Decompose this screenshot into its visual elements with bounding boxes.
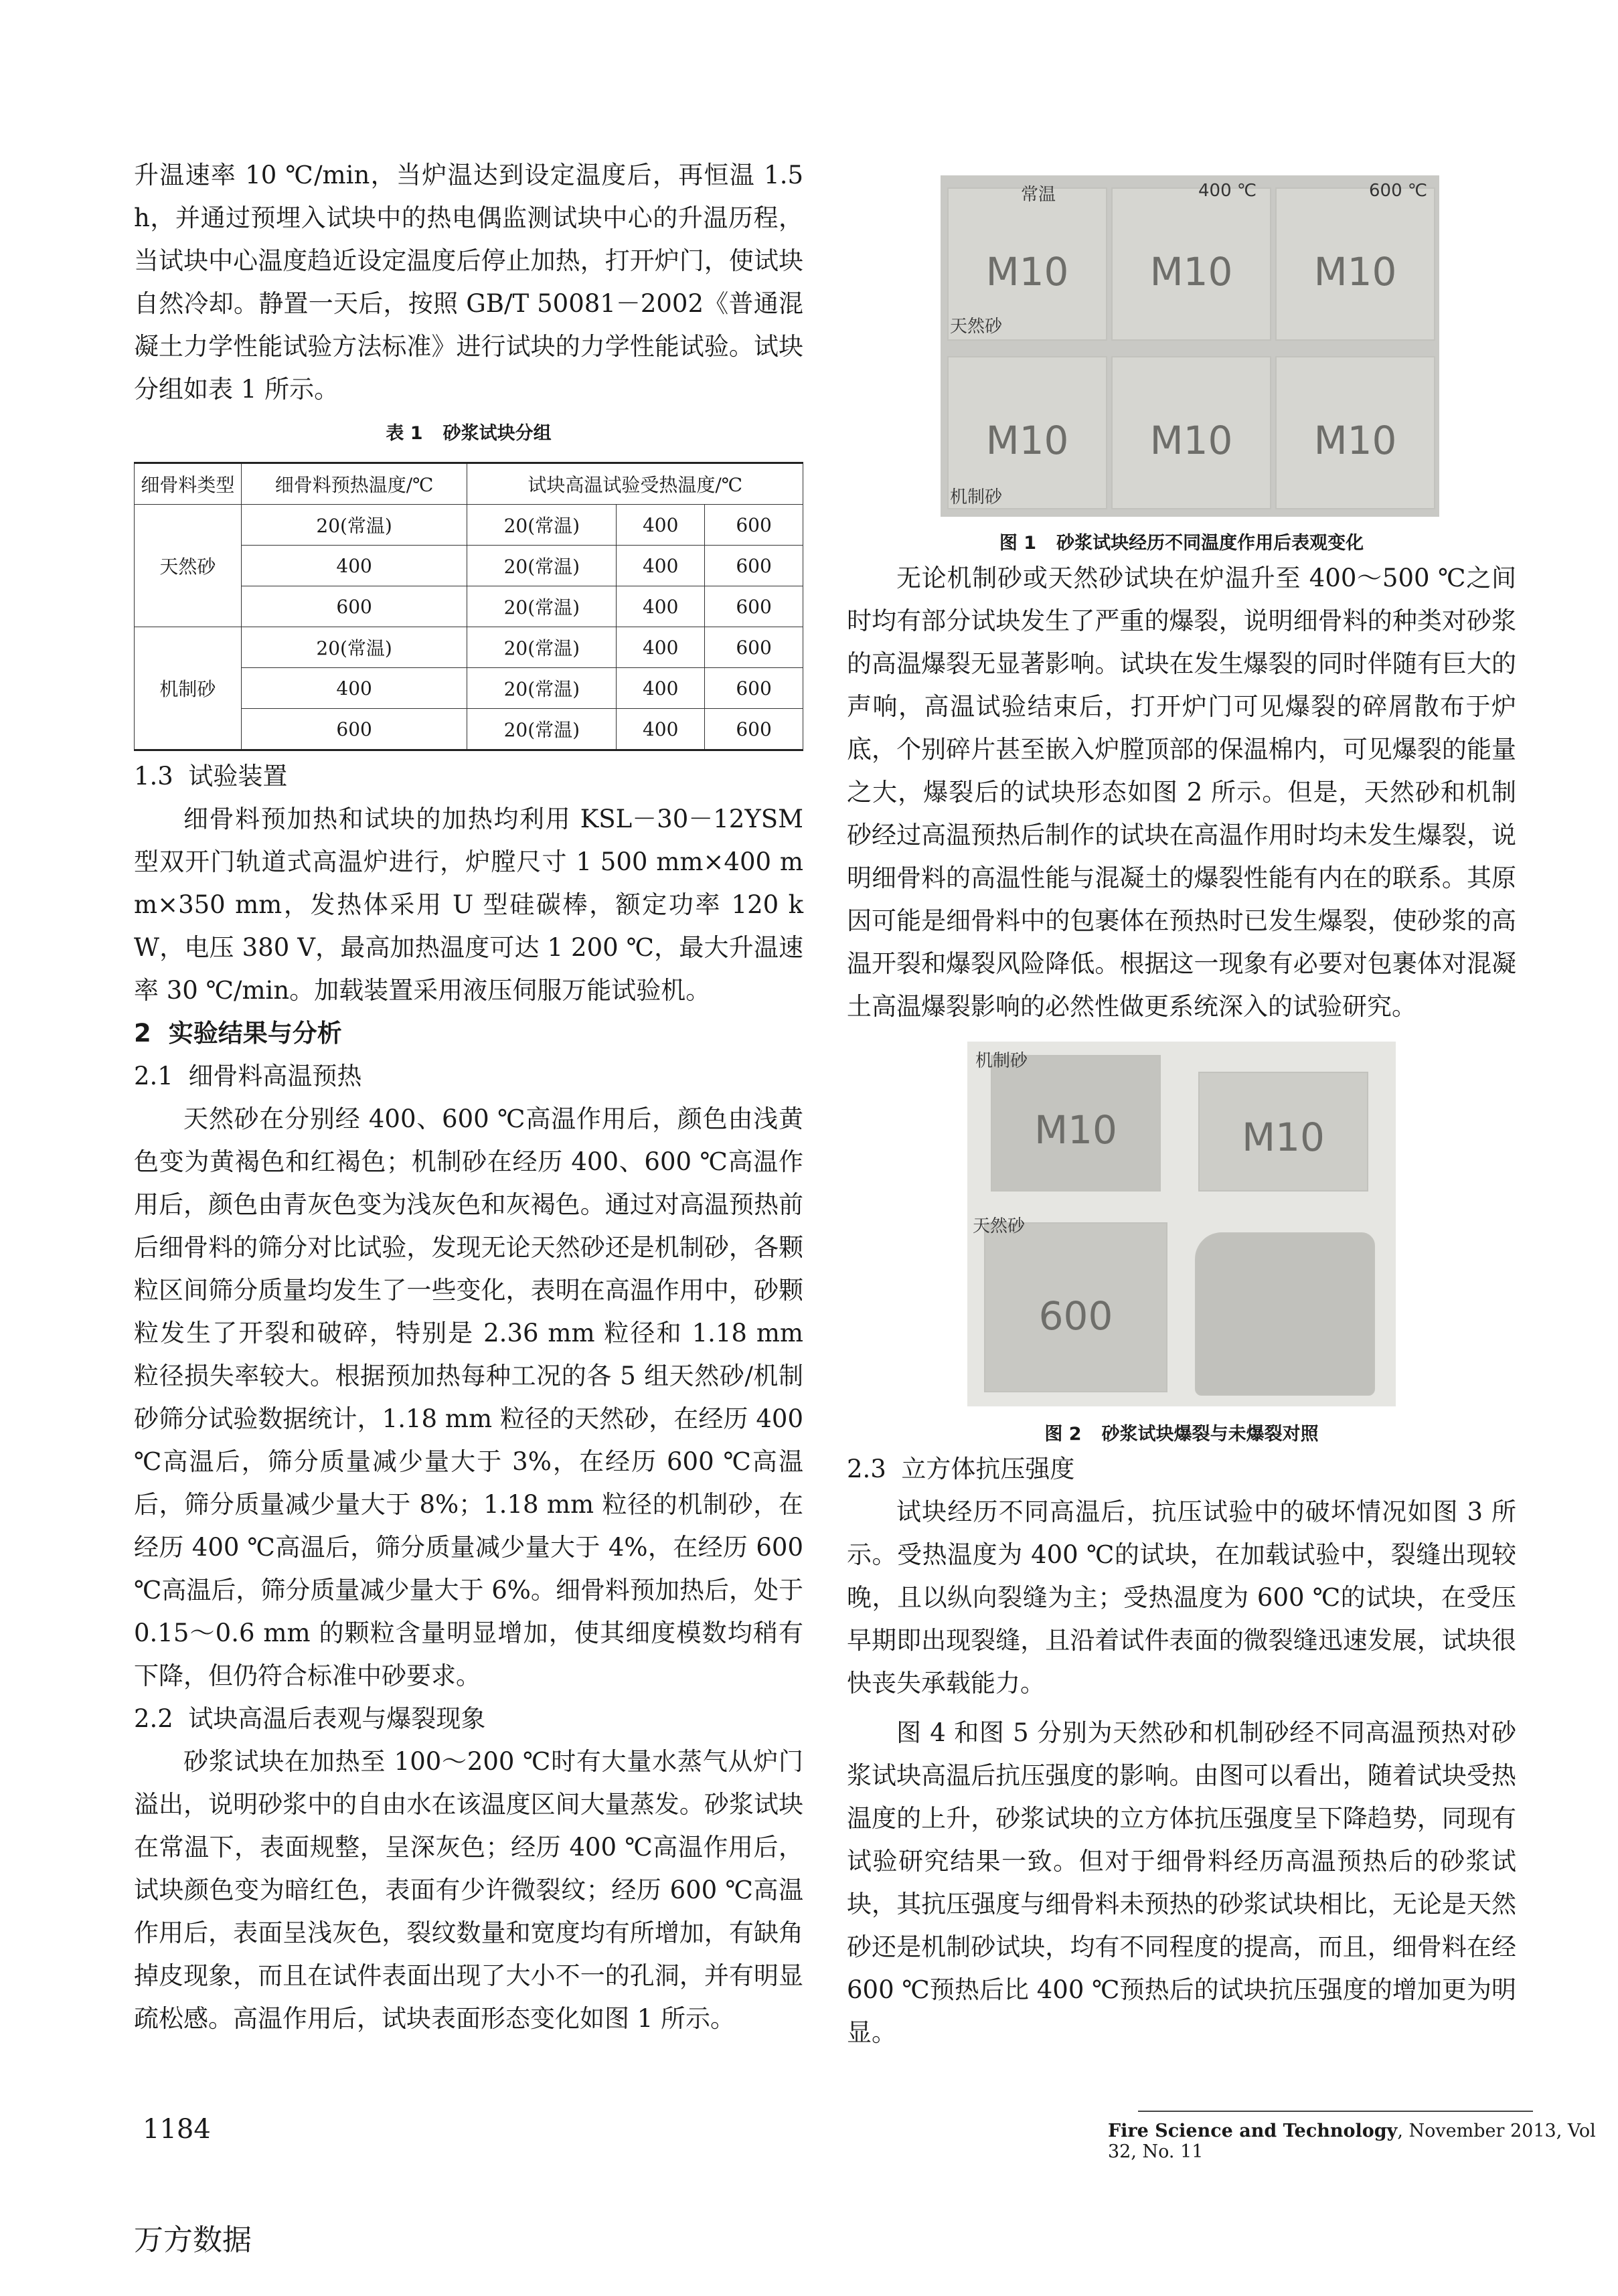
table-cell: 400	[241, 668, 467, 709]
table-cell: 400	[617, 709, 705, 750]
section-number: 1.3	[134, 762, 173, 791]
photo-label: 机制砂	[950, 487, 1003, 507]
section-heading	[134, 1055, 803, 1098]
photo-label: 400 ℃	[1198, 181, 1257, 201]
paragraph: 天然砂在分别经 400、600 ℃高温作用后，颜色由浅黄色变为黄褐色和红褐色；机制砂在经历 400、600 ℃高温作用后，颜色由青灰色变为浅灰色和灰褐色。通过对高温预热前后细骨料的筛分对比试验，发现无论天然砂还是机制砂，各颗粒区间筛分质量均发生了一些变化，表明在高温作用中，砂颗粒发生了开裂和破碎，特别是 2.36 mm 粒径和 1.18 mm 粒径损失率较大。根据预加热每种工况的各 5 组天然砂/机制砂筛分试验数据统计，1.18 mm 粒径的天然砂，在经历 400 ℃高温后，筛分质量减少量大于 3%，在经历 600 ℃高温后，筛分质量减少量大于 8%；1.18 mm 粒径的机制砂，在经历 400 ℃高温后，筛分质量减少量大于 4%，在经历 600 ℃高温后，筛分质量减少量大于 6%。细骨料预加热后，处于 0.15～0.6 mm 的颗粒含量明显增加，使其细度模数均稍有下降，但仍符合标准中砂要求。	[134, 1104, 803, 1690]
table-cell: 20(常温)	[241, 627, 467, 668]
paragraph: 升温速率 10 ℃/min，当炉温达到设定温度后，再恒温 1.5 h，并通过预埋入试块中的热电偶监测试块中心的升温历程，当试块中心温度趋近设定温度后停止加热，打开炉门，使试块自然冷却。静置一天后，按照 GB/T 50081－2002《普通混凝土力学性能试验方法标准》进行试块的力学性能试验。试块分组如表 1 所示。	[134, 161, 803, 404]
table-cell: 600	[705, 709, 803, 750]
specimen-cube: M10	[1198, 1072, 1368, 1192]
section-heading	[847, 1448, 1516, 1491]
figure-title: 砂浆试块经历不同温度作用后表观变化	[1056, 533, 1364, 554]
page-number: 1184	[143, 2114, 211, 2145]
specimen-cube: M10	[947, 187, 1107, 341]
specimen-cube: M10	[1111, 356, 1271, 509]
specimen-cube: M10	[1275, 356, 1435, 509]
photo-label: 天然砂	[950, 317, 1003, 337]
specimen-cube: M10	[1111, 187, 1271, 341]
figure-number: 图 1	[999, 533, 1037, 554]
paragraph: 无论机制砂或天然砂试块在炉温升至 400～500 ℃之间时均有部分试块发生了严重的爆裂，说明细骨料的种类对砂浆的高温爆裂无显著影响。试块在发生爆裂的同时伴随有巨大的声响，高温试验结束后，打开炉门可见爆裂的碎屑散布于炉底，个别碎片甚至嵌入炉膛顶部的保温棉内，可见爆裂的能量之大，爆裂后的试块形态如图 2 所示。但是，天然砂和机制砂经过高温预热后制作的试块在高温作用时均未发生爆裂，说明细骨料的高温性能与混凝土的爆裂性能有内在的联系。其原因可能是细骨料中的包裹体在预热时已发生爆裂，使砂浆的高温开裂和爆裂风险降低。根据这一现象有必要对包裹体对混凝土高温爆裂影响的必然性做更系统深入的试验研究。	[847, 564, 1516, 1021]
section-title: 试验装置	[188, 762, 288, 791]
table-header: 细骨料类型	[135, 463, 242, 505]
table-cell: 400	[617, 586, 705, 627]
figure-caption	[847, 1421, 1516, 1448]
journal-name: Fire Science and Technology	[1108, 2121, 1398, 2141]
table-header: 细骨料预热温度/℃	[241, 463, 467, 505]
right-column	[847, 175, 1516, 2054]
journal-issue: , November 2013, Vol 32, No. 11	[1108, 2121, 1596, 2162]
specimen-cube	[1195, 1232, 1375, 1396]
section-number: 2.1	[134, 1062, 173, 1090]
photo-label: 600 ℃	[1369, 181, 1428, 201]
table-title: 砂浆试块分组	[442, 423, 552, 444]
table-row	[135, 505, 803, 546]
section-number: 2.3	[847, 1455, 886, 1483]
table-cell: 600	[705, 586, 803, 627]
group-cell: 机制砂	[135, 627, 242, 750]
footer-rule	[1138, 2111, 1533, 2112]
section-title: 实验结果与分析	[168, 1019, 342, 1048]
table-cell: 400	[617, 546, 705, 586]
table-cell: 20(常温)	[467, 586, 617, 627]
table-cell: 20(常温)	[467, 668, 617, 709]
table-number: 表 1	[386, 423, 423, 444]
table-cell: 400	[241, 546, 467, 586]
specimen-cube: 600	[984, 1222, 1167, 1392]
figure-caption	[847, 530, 1516, 557]
table-cell: 20(常温)	[467, 709, 617, 750]
paragraph: 图 4 和图 5 分别为天然砂和机制砂经不同高温预热对砂浆试块高温后抗压强度的影响。由图可以看出，随着试块受热温度的上升，砂浆试块的立方体抗压强度呈下降趋势，同现有试验研究结果一致。但对于细骨料经历高温预热后的砂浆试块，其抗压强度与细骨料未预热的砂浆试块相比，无论是天然砂还是机制砂试块，均有不同程度的提高，而且，细骨料在经 600 ℃预热后比 400 ℃预热后的试块抗压强度的增加更为明显。	[847, 1718, 1516, 2047]
table-cell: 20(常温)	[467, 627, 617, 668]
paragraph: 试块经历不同高温后，抗压试验中的破坏情况如图 3 所示。受热温度为 400 ℃的试块，在加载试验中，裂缝出现较晚，且以纵向裂缝为主；受热温度为 600 ℃的试块，在受压早期即出现裂缝，且沿着试件表面的微裂缝迅速发展，试块很快丧失承载能力。	[847, 1497, 1516, 1698]
photo-label: 天然砂	[973, 1216, 1026, 1236]
photo-label: 机制砂	[975, 1051, 1028, 1071]
table-cell: 600	[705, 668, 803, 709]
section-number: 2	[134, 1019, 151, 1048]
paragraph: 细骨料预加热和试块的加热均利用 KSL－30－12YSM 型双开门轨道式高温炉进行，炉膛尺寸 1 500 mm×400 mm×350 mm，发热体采用 U 型硅碳棒，额定功率 120 kW，电压 380 V，最高加热温度可达 1 200 ℃，最大升温速率 30 ℃/min。加载装置采用液压伺服万能试验机。	[134, 805, 803, 1005]
table-header: 试块高温试验受热温度/℃	[467, 463, 803, 505]
watermark: 万方数据	[134, 2223, 252, 2257]
specimen-cube: M10	[1275, 187, 1435, 341]
table-cell: 600	[705, 505, 803, 546]
section-heading	[134, 1012, 803, 1055]
figure-1-photo	[941, 175, 1439, 517]
table-cell: 20(常温)	[467, 546, 617, 586]
paragraph: 砂浆试块在加热至 100～200 ℃时有大量水蒸气从炉门溢出，说明砂浆中的自由水在该温度区间大量蒸发。砂浆试块在常温下，表面规整，呈深灰色；经历 400 ℃高温作用后，试块颜色变为暗红色，表面有少许微裂纹；经历 600 ℃高温作用后，表面呈浅灰色，裂纹数量和宽度均有所增加，有缺角掉皮现象，而且在试件表面出现了大小不一的孔洞，并有明显疏松感。高温作用后，试块表面形态变化如图 1 所示。	[134, 1747, 803, 2033]
table-caption	[134, 420, 803, 447]
figure-2-photo	[967, 1042, 1396, 1406]
section-heading	[134, 1698, 803, 1740]
table-cell: 600	[241, 586, 467, 627]
table-cell: 600	[241, 709, 467, 750]
left-column	[134, 154, 803, 2040]
table-header-row	[135, 463, 803, 505]
table-cell: 20(常温)	[467, 505, 617, 546]
specimen-cube: M10	[947, 356, 1107, 509]
figure-number: 图 2	[1044, 1424, 1082, 1445]
table-cell: 20(常温)	[241, 505, 467, 546]
table-cell: 400	[617, 668, 705, 709]
figure-title: 砂浆试块爆裂与未爆裂对照	[1101, 1424, 1319, 1445]
table-cell: 600	[705, 627, 803, 668]
section-title: 细骨料高温预热	[188, 1062, 362, 1090]
section-number: 2.2	[134, 1704, 173, 1733]
table-cell: 400	[617, 505, 705, 546]
section-title: 试块高温后表观与爆裂现象	[188, 1704, 486, 1733]
table-cell: 400	[617, 627, 705, 668]
section-heading	[134, 755, 803, 798]
journal-info	[1108, 2121, 1618, 2162]
specimen-cube: M10	[991, 1055, 1161, 1192]
group-cell: 天然砂	[135, 505, 242, 627]
photo-label: 常温	[1021, 185, 1056, 205]
section-title: 立方体抗压强度	[901, 1455, 1075, 1483]
table-cell: 600	[705, 546, 803, 586]
table-row	[135, 627, 803, 668]
specimen-group-table	[134, 462, 803, 751]
